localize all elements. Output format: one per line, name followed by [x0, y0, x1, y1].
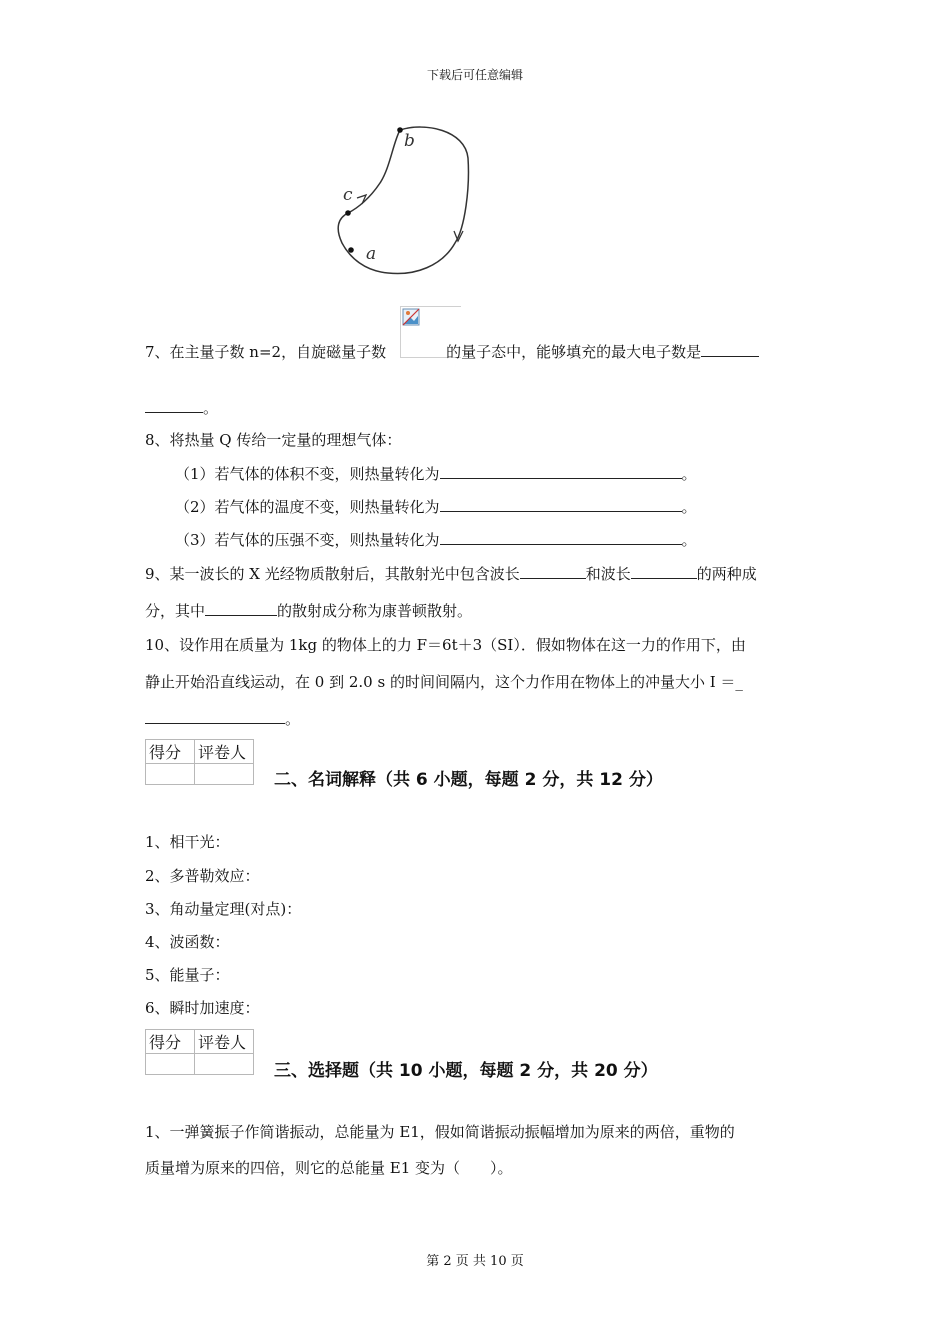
q10-line1: 10、设作用在质量为 1kg 的物体上的力 F＝6t＋3（SI）．假如物体在这一力的作用下，由 [145, 636, 746, 654]
score-cell [146, 1054, 195, 1075]
q7-blank-1 [701, 342, 759, 357]
q9-line1 [145, 564, 757, 584]
q9-text-1: 9、某一波长的 X 光经物质散射后，其散射光中包含波长 [145, 565, 520, 583]
term-4: 4、波函数： [145, 933, 230, 951]
q8-end-3: 。 [681, 531, 697, 549]
arrow-c [357, 195, 366, 204]
q7-text-1: 7、在主量子数 n=2，自旋磁量子数 [145, 343, 387, 361]
q8-item-3 [175, 530, 697, 550]
term-3: 3、角动量定理(对点)： [145, 900, 302, 918]
q8-blank-1 [440, 464, 682, 479]
q7-text-2: 的量子态中，能够填充的最大电子数是 [446, 343, 702, 361]
label-c: c [343, 185, 353, 205]
q8-item-1 [175, 464, 697, 484]
q9-text-5: 的散射成分称为康普顿散射。 [277, 602, 473, 620]
q8-item-2-text: （2）若气体的温度不变，则热量转化为 [175, 498, 440, 516]
q8-item-3-text: （3）若气体的压强不变，则热量转化为 [175, 531, 440, 549]
q8-end-1: 。 [681, 465, 697, 483]
q8-blank-2 [440, 497, 682, 512]
q10-line3 [145, 709, 300, 729]
q10-blank [145, 709, 285, 724]
q9-text-2: 和波长 [585, 565, 631, 583]
term-2: 2、多普勒效应： [145, 867, 260, 885]
grader-cell [195, 764, 254, 785]
q8-blank-3 [440, 530, 682, 545]
s3-q1-line1: 1、一弹簧振子作简谐振动，总能量为 E1，假如简谐振动振幅增加为原来的两倍，重物的 [145, 1123, 735, 1141]
section3-title: 三、选择题（共 10 小题，每题 2 分，共 20 分） [274, 1061, 658, 1081]
q7-line2 [145, 398, 218, 418]
score-header: 得分 [146, 740, 195, 764]
page-header: 下载后可任意编辑 [426, 68, 523, 82]
q9-text-4: 分，其中 [145, 602, 206, 620]
q8-item-1-text: （1）若气体的体积不变，则热量转化为 [175, 465, 440, 483]
q7-line1 [145, 342, 759, 362]
label-a: a [366, 244, 377, 264]
section2-title: 二、名词解释（共 6 小题，每题 2 分，共 12 分） [274, 770, 663, 790]
q9-blank-2 [631, 564, 697, 579]
q8-item-2 [175, 497, 697, 517]
grader-header: 评卷人 [195, 1030, 254, 1054]
q7-end: 。 [203, 399, 219, 417]
q9-blank-1 [520, 564, 586, 579]
grader-cell [195, 1054, 254, 1075]
score-table-section3 [145, 1029, 254, 1075]
s3-q1-line2: 质量增为原来的四倍，则它的总能量 E1 变为（ ）。 [145, 1159, 513, 1177]
label-b: b [404, 131, 415, 151]
page-footer: 第 2 页 共 10 页 [426, 1254, 524, 1269]
broken-image-icon [402, 308, 420, 326]
cycle-diagram [330, 118, 480, 283]
point-b [397, 127, 403, 133]
grader-header: 评卷人 [195, 740, 254, 764]
q7-blank-2 [145, 398, 203, 413]
q9-line2 [145, 601, 472, 621]
q10-line2: 静止开始沿直线运动，在 0 到 2.0 s 的时间间隔内，这个力作用在物体上的冲量大小 I ＝_ [145, 673, 743, 691]
term-5: 5、能量子： [145, 966, 230, 984]
score-table-section2 [145, 739, 254, 785]
q8-end-2: 。 [681, 498, 697, 516]
score-cell [146, 764, 195, 785]
q9-blank-3 [205, 601, 277, 616]
point-a [348, 247, 354, 253]
point-c [345, 210, 351, 216]
q8-stem: 8、将热量 Q 传给一定量的理想气体： [145, 431, 402, 449]
q10-end: 。 [285, 710, 301, 728]
q9-text-3: 的两种成 [696, 565, 757, 583]
score-header: 得分 [146, 1030, 195, 1054]
term-1: 1、相干光： [145, 833, 230, 851]
term-6: 6、瞬时加速度： [145, 999, 260, 1017]
